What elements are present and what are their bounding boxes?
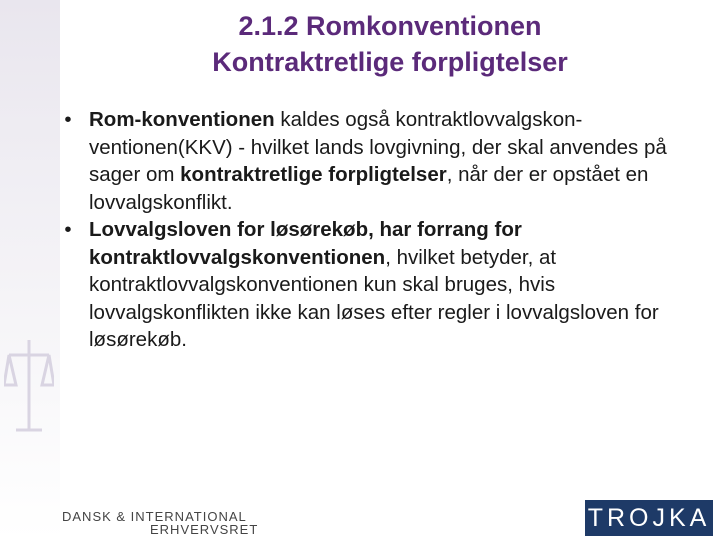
trojka-logo: TROJKA <box>585 500 713 536</box>
bullet-icon: • <box>64 108 72 131</box>
slide-title <box>60 8 720 80</box>
bullet-text-regular: , hvilket betyder, at kontraktlovvalgskonventionen kun skal bruges, hvis lovvalgskonflikten ikke kan løses efter regler i lovvalgsloven for løsørekøb. <box>89 245 659 351</box>
bullet-item <box>58 106 704 216</box>
bullet-text <box>89 106 704 216</box>
bullet-list <box>58 106 704 354</box>
bullet-icon: • <box>64 218 72 241</box>
scales-of-justice-icon <box>4 330 54 440</box>
bullet-text-bold: kontraktretlige forpligtelser <box>180 163 447 186</box>
title-line-1: 2.1.2 Romkonventionen <box>238 11 542 41</box>
bullet-text-regular: , når der er opstået en lovvalgskonflikt. <box>89 163 649 214</box>
bullet-text-bold: Rom-konventionen <box>89 108 275 131</box>
bullet-text <box>89 216 704 354</box>
bullet-item <box>58 216 704 354</box>
bullet-text-regular: kaldes også kontraktlovvalgskon-ventionen(KKV) - hvilket lands lovgivning, der skal anvendes på sager om <box>89 108 667 186</box>
logo-line-1: DANSK & INTERNATIONAL <box>62 509 247 524</box>
title-line-2: Kontraktretlige forpligtelser <box>212 47 568 77</box>
left-decorative-strip <box>0 0 60 540</box>
logo-line-2: ERHVERVSRET <box>150 522 259 537</box>
dansk-international-erhvervsret-logo <box>62 510 258 536</box>
bullet-text-bold: Lovvalgsloven for løsørekøb, har forrang for kontraktlovvalgskonventionen <box>89 218 522 269</box>
